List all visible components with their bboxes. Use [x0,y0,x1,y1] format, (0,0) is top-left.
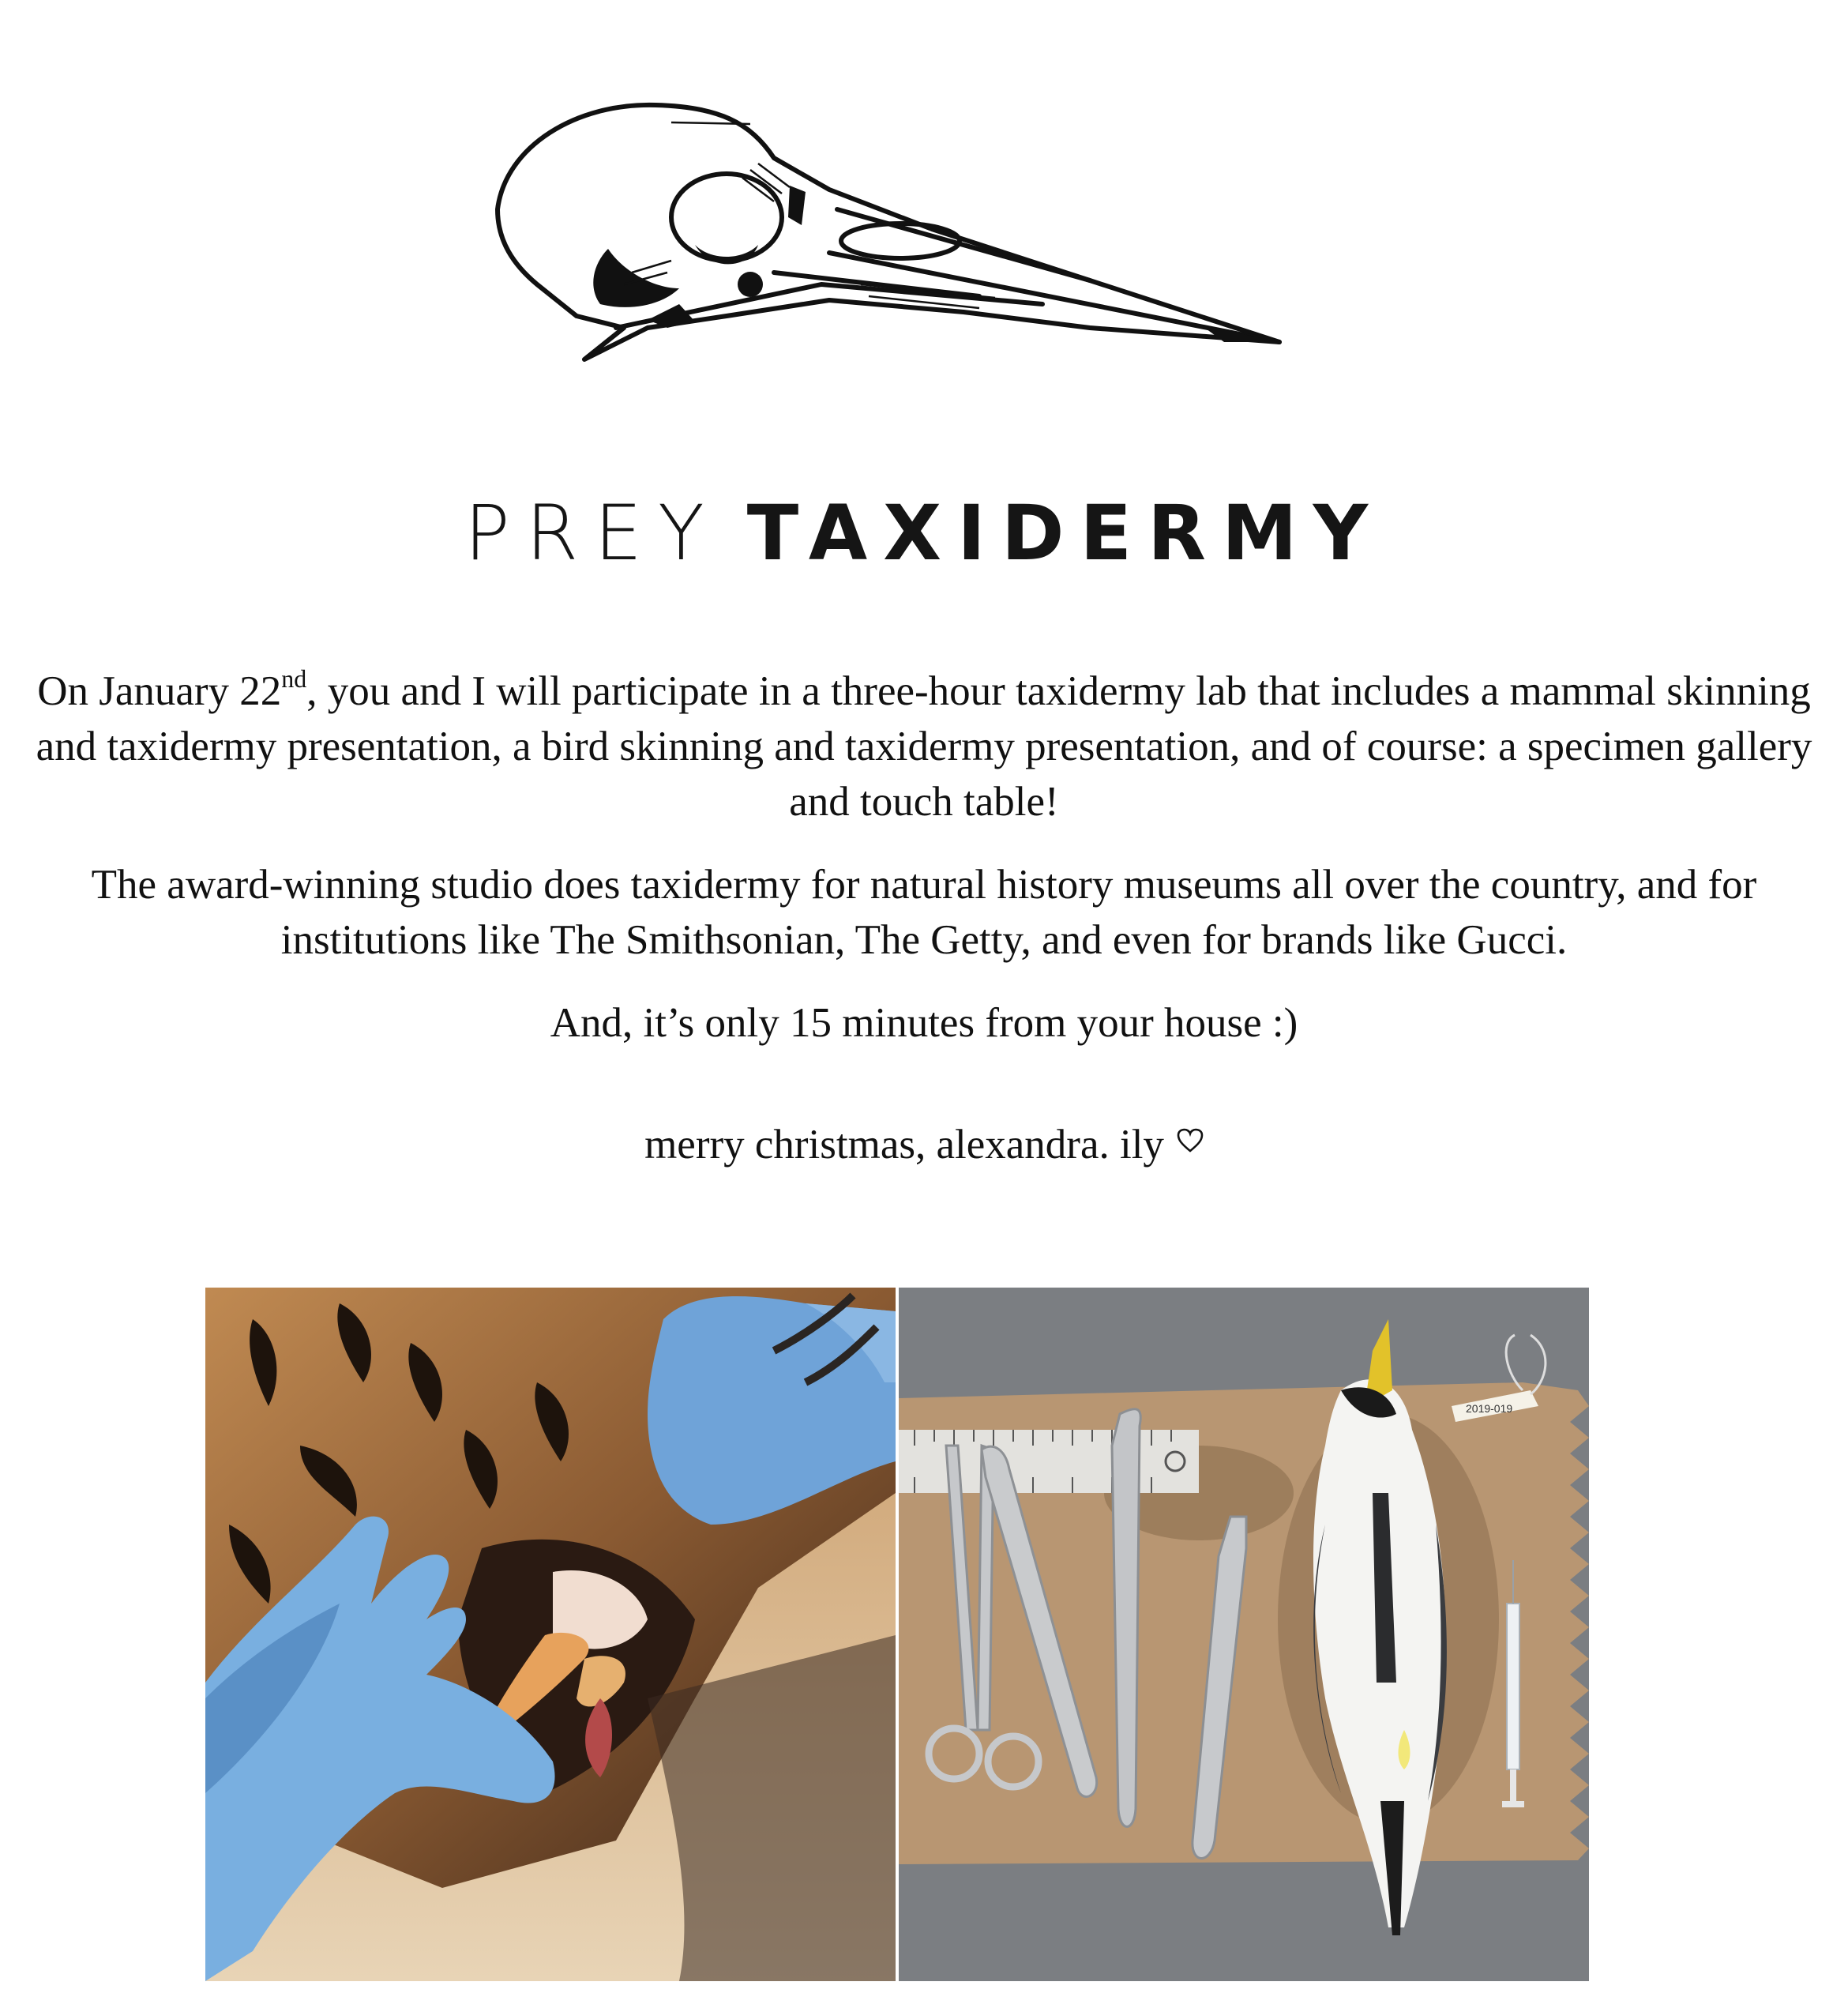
heart-icon [1177,1112,1204,1168]
signoff-line [32,1112,1816,1172]
bird-specimen-tools-photo [899,1288,1589,1981]
paragraph-studio-description: The award-winning studio does taxidermy for natural history museums all over the country, and for institutions like The Smithsonian, The Getty, and even for brands like Gucci. [91,862,1757,963]
specimen-tag-label: 2019-019 [1466,1402,1513,1415]
brand-wordmark [0,490,1848,577]
paragraph-lab-description [32,664,1816,829]
tiger-photo [205,1288,896,1981]
p1-text-rest: , you and I will participate in a three-hour taxidermy lab that includes a mammal skinning and taxidermy presentation, a bird skinning and taxidermy presentation, and of course: a specimen gallery and touch table! [36,668,1812,825]
brand-word-prey: PREY [464,489,720,577]
bird-skull-logo [490,91,1303,399]
brand-word-taxidermy: TAXIDERMY [746,489,1384,577]
paragraph-distance: And, it’s only 15 minutes from your house :) [550,1000,1298,1046]
p1-text-start: On January 22 [37,668,282,714]
signoff-text: merry christmas, alexandra. ily [644,1122,1164,1168]
date-ordinal-suffix: nd [281,664,307,693]
